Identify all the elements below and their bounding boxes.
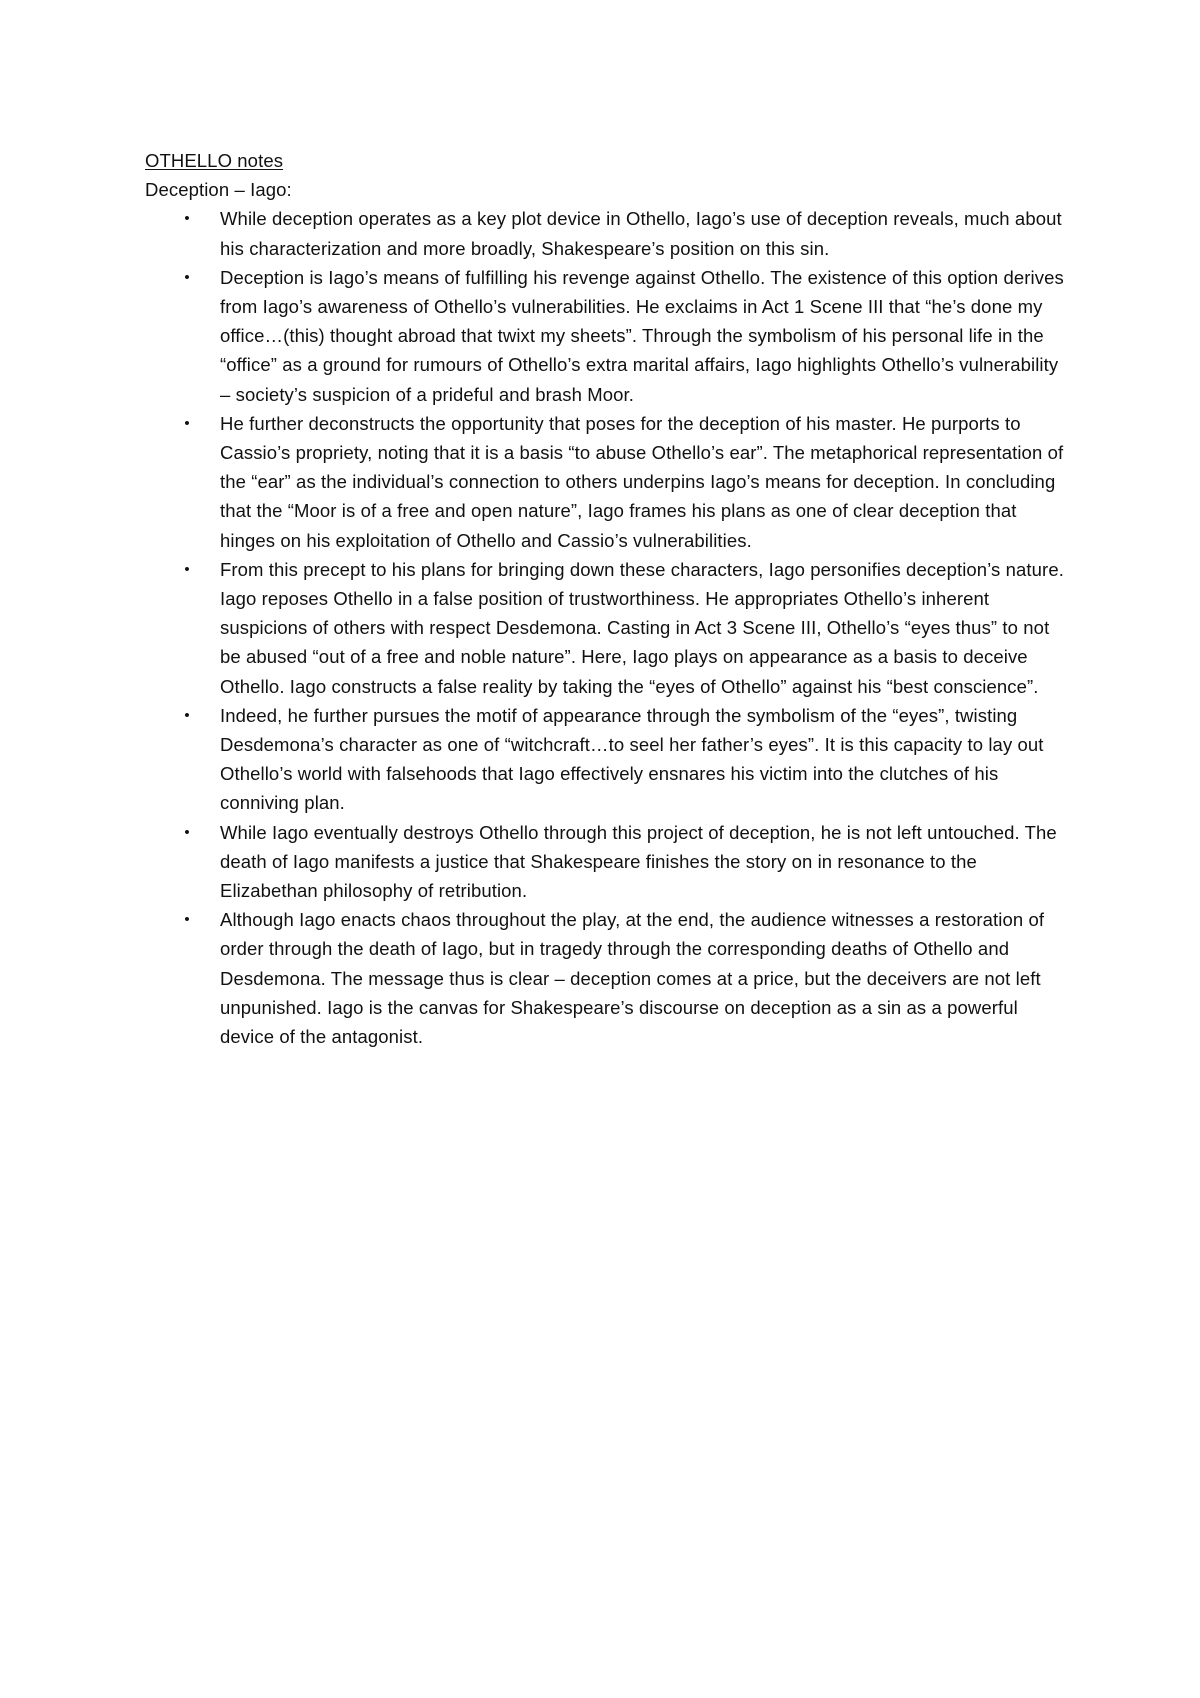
bullet-icon: • [184, 706, 190, 724]
note-text: He further deconstructs the opportunity that poses for the deception of his master. He purports to Cassio’s propriety, noting that it is a basis “to abuse Othello’s ear”. The metaphorical representation of the “ear” as the individual’s connection to others underpins Iago’s means for deception. In concluding that the “Moor is of a free and open nature”, Iago frames his plans as one of clear deception that hinges on his exploitation of Othello and Cassio’s vulnerabilities. [220, 412, 1064, 551]
note-item-4 [145, 555, 1065, 701]
bullet-icon: • [184, 823, 190, 841]
note-text: Although Iago enacts chaos throughout the play, at the end, the audience witnesses a restoration of order through the death of Iago, but in tragedy through the corresponding deaths of Othello and Desdemona. The message thus is clear – deception comes at a price, but the deceivers are not left unpunished. Iago is the canvas for Shakespeare’s discourse on deception as a sin as a powerful device of the antagonist. [220, 909, 1045, 1048]
note-text: While Iago eventually destroys Othello through this project of deception, he is not left untouched. The death of Iago manifests a justice that Shakespeare finishes the story on in resonance to the Elizabethan philosophy of retribution. [220, 821, 1057, 902]
note-item-6 [145, 818, 1065, 906]
note-text: While deception operates as a key plot device in Othello, Iago’s use of deception reveals, much about his characterization and more broadly, Shakespeare’s position on this sin. [220, 208, 1062, 259]
note-item-5 [145, 701, 1065, 818]
note-item-2 [145, 263, 1065, 409]
bullet-icon: • [184, 414, 190, 432]
document-content [145, 146, 1065, 1051]
note-item-1 [145, 204, 1065, 262]
bullet-icon: • [184, 210, 190, 228]
notes-list [145, 204, 1065, 1051]
note-item-3 [145, 409, 1065, 555]
bullet-icon: • [184, 268, 190, 286]
note-text: Deception is Iago’s means of fulfilling his revenge against Othello. The existence of this option derives from Iago’s awareness of Othello’s vulnerabilities. He exclaims in Act 1 Scene III that “he’s done my office…(this) thought abroad that twixt my sheets”. Through the symbolism of his personal life in the “office” as a ground for rumours of Othello’s extra marital affairs, Iago highlights Othello’s vulnerability – society’s suspicion of a prideful and brash Moor. [220, 266, 1064, 405]
note-text: From this precept to his plans for bringing down these characters, Iago personifies deception’s nature. Iago reposes Othello in a false position of trustworthiness. He appropriates Othello’s inherent suspicions of others with respect Desdemona. Casting in Act 3 Scene III, Othello’s “eyes thus” to not be abused “out of a free and noble nature”. Here, Iago plays on appearance as a basis to deceive Othello. Iago constructs a false reality by taking the “eyes of Othello” against his “best conscience”. [220, 558, 1064, 697]
section-heading: Deception – Iago: [145, 179, 292, 201]
bullet-icon: • [184, 911, 190, 929]
note-text: Indeed, he further pursues the motif of appearance through the symbolism of the “eyes”, twisting Desdemona’s character as one of “witchcraft…to seel her father’s eyes”. It is this capacity to lay out Othello’s world with falsehoods that Iago effectively ensnares his victim into the clutches of his conniving plan. [220, 704, 1044, 814]
document-title: OTHELLO notes [145, 150, 284, 171]
bullet-icon: • [184, 560, 190, 578]
note-item-7 [145, 905, 1065, 1051]
